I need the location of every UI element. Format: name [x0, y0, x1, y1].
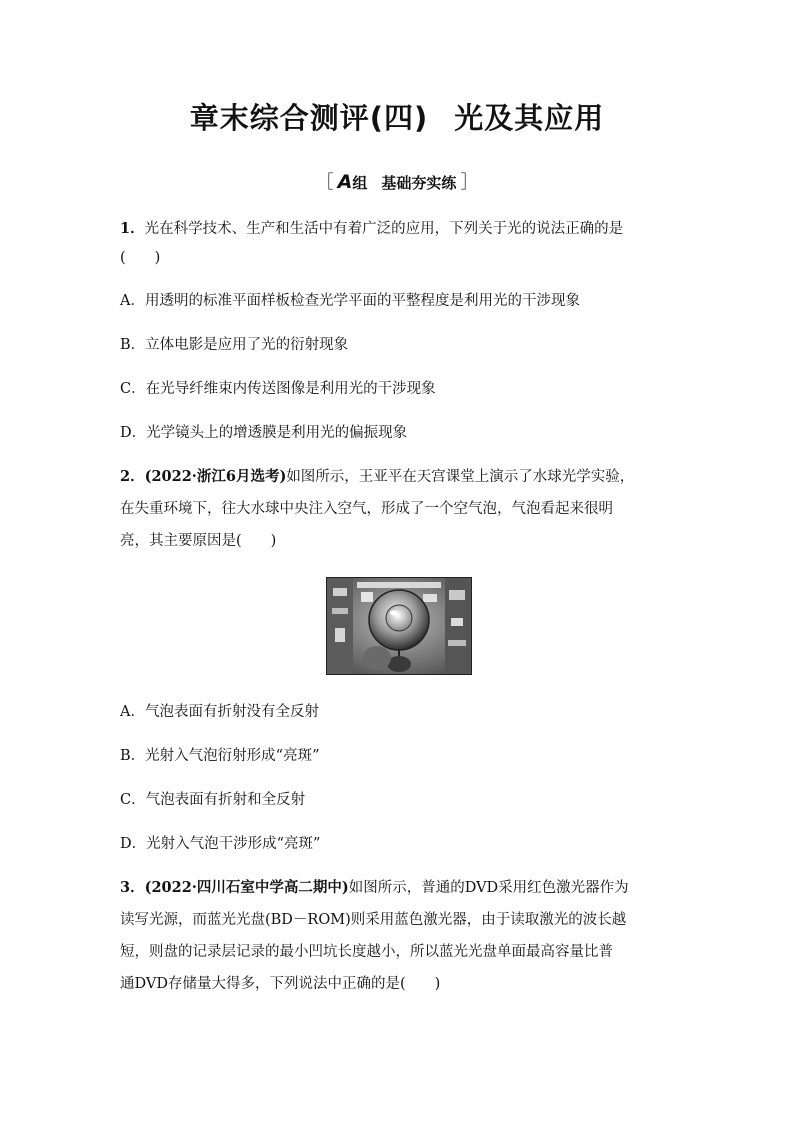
- q1-stem-line1: [120, 217, 690, 238]
- q1-option-d: D．光学镜头上的增透膜是利用光的偏振现象: [120, 425, 408, 441]
- q2-option-b: B．光射入气泡衍射形成“亮斑”: [120, 748, 320, 764]
- q1-option-c: C．在光导纤维束内传送图像是利用光的干涉现象: [120, 381, 436, 397]
- q3-stem-line2: 读写光源，而蓝光光盘(BD－ROM)则采用蓝色激光器，由于读取激光的波长越: [120, 912, 627, 928]
- q1-number: 1．: [120, 220, 145, 237]
- q2-number: 2．: [120, 468, 145, 485]
- q1-option-b: B．立体电影是应用了光的衍射现象: [120, 337, 349, 353]
- q2-stem-text1: 如图所示，王亚平在天宫课堂上演示了水球光学实验，: [286, 469, 635, 485]
- group-letter: A: [337, 171, 353, 193]
- bracket-open: ［: [315, 172, 334, 193]
- q2-option-d: D．光射入气泡干涉形成“亮斑”: [120, 836, 321, 852]
- title-main: 章末综合测评(四): [189, 101, 429, 135]
- q2-stem-line2: 在失重环境下，往大水球中央注入空气，形成了一个空气泡，气泡看起来很明: [120, 501, 613, 517]
- water-ball-photo-illustration: [327, 578, 471, 674]
- q1-stem-text1: 光在科学技术、生产和生活中有着广泛的应用，下列关于光的说法正确的是: [144, 221, 624, 237]
- group-name: 基础夯实练: [381, 174, 457, 192]
- bracket-close: ］: [460, 172, 479, 193]
- page-title: [0, 96, 794, 137]
- title-sub: 光及其应用: [454, 101, 605, 135]
- q1-option-a: A．用透明的标准平面样板检查光学平面的平整程度是利用光的干涉现象: [120, 293, 580, 309]
- q2-stem-line3: 亮，其主要原因是( ): [120, 533, 277, 549]
- q3-number: 3．: [120, 879, 145, 896]
- q2-stem-line1: [120, 465, 690, 486]
- q3-stem-line4: 通DVD存储量大得多，下列说法中正确的是( ): [120, 976, 441, 992]
- q1-stem-line2: ( ): [120, 250, 161, 266]
- group-zu: 组: [352, 174, 368, 192]
- water-ball-photo: [326, 577, 472, 675]
- q3-stem-line3: 短，则盘的记录层记录的最小凹坑长度越小，所以蓝光光盘单面最高容量比普: [120, 944, 613, 960]
- q2-option-a: A．气泡表面有折射没有全反射: [120, 704, 319, 720]
- q3-source: (2022·四川石室中学高二期中): [144, 879, 349, 896]
- group-heading: [0, 168, 794, 194]
- q3-stem-line1: [120, 876, 690, 897]
- q2-option-c: C．气泡表面有折射和全反射: [120, 792, 306, 808]
- q2-source: (2022·浙江6月选考): [144, 468, 287, 485]
- q3-stem-text1: 如图所示，普通的DVD采用红色激光器作为: [348, 880, 629, 896]
